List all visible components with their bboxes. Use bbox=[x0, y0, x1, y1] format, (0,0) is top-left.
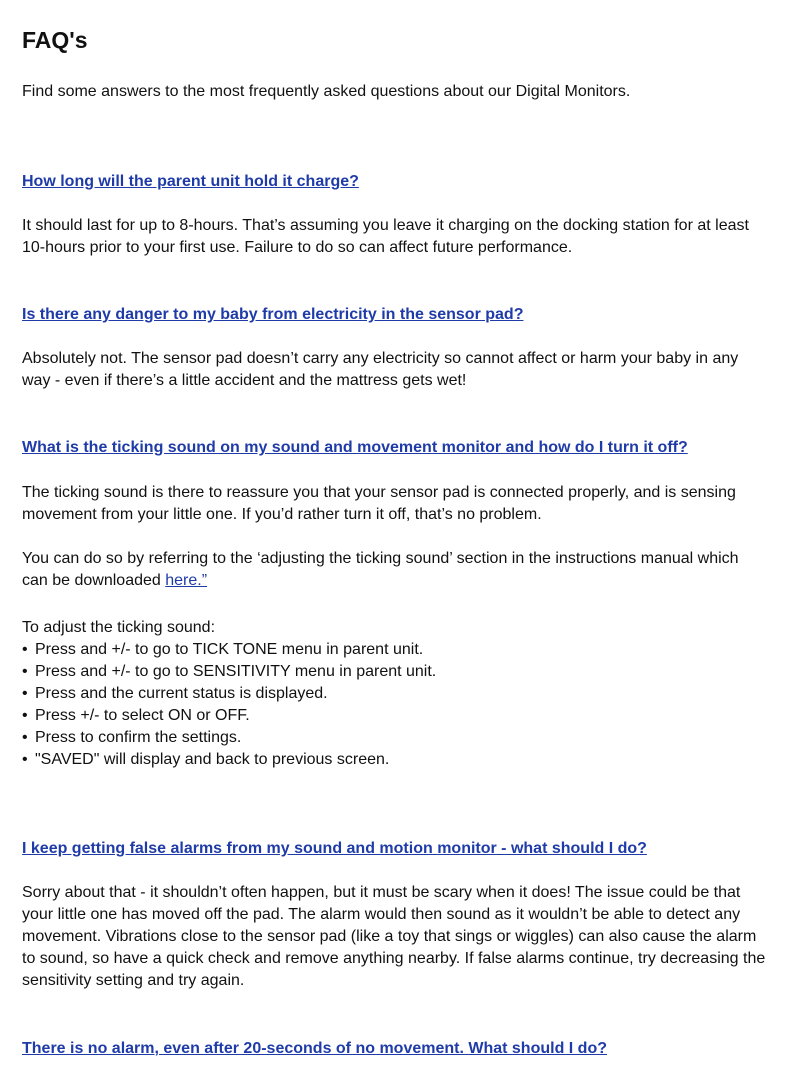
answer-line: Absolutely not. The sensor pad doesn’t carry any electricity so cannot affect or harm your baby in any bbox=[22, 350, 739, 367]
ticking-step-item bbox=[22, 683, 436, 705]
intro-text: Find some answers to the most frequently asked questions about our Digital Monitors. bbox=[22, 83, 631, 100]
bullet-icon: • bbox=[22, 641, 28, 658]
manual-download-link[interactable]: here.” bbox=[165, 572, 208, 589]
step-text: "SAVED" will display and back to previous screen. bbox=[35, 751, 390, 768]
step-text: Press +/- to select ON or OFF. bbox=[35, 707, 250, 724]
answer-line bbox=[22, 570, 739, 592]
faq-answer-ticking-sound-p2 bbox=[22, 548, 739, 592]
bullet-icon: • bbox=[22, 685, 28, 702]
answer-line: 10-hours prior to your first use. Failure to do so can affect future performance. bbox=[22, 239, 573, 256]
steps-heading: To adjust the ticking sound: bbox=[22, 619, 216, 636]
ticking-step-item bbox=[22, 727, 436, 749]
faq-question-parent-unit-charge[interactable]: How long will the parent unit hold it charge? bbox=[22, 173, 359, 190]
step-text: Press and the current status is displayed. bbox=[35, 685, 328, 702]
answer-line: to sound, so have a quick check and remove anything nearby. If false alarms continue, try decreasing the bbox=[22, 950, 766, 967]
faq-answer-false-alarms bbox=[22, 882, 765, 992]
answer-line: your little one has moved off the pad. The alarm would then sound as it wouldn’t be able to detect any bbox=[22, 906, 741, 923]
faq-question-ticking-sound[interactable]: What is the ticking sound on my sound and movement monitor and how do I turn it off? bbox=[22, 439, 688, 456]
answer-line: movement. Vibrations close to the sensor pad (like a toy that sings or wiggles) can also cause the alarm bbox=[22, 928, 757, 945]
faq-answer-ticking-sound-p1 bbox=[22, 482, 736, 526]
answer-line: It should last for up to 8-hours. That’s assuming you leave it charging on the docking station for at least bbox=[22, 217, 749, 234]
bullet-icon: • bbox=[22, 663, 28, 680]
ticking-step-item bbox=[22, 639, 436, 661]
ticking-step-item bbox=[22, 705, 436, 727]
answer-line: The ticking sound is there to reassure you that your sensor pad is connected properly, and is sensing bbox=[22, 484, 736, 501]
step-text: Press to confirm the settings. bbox=[35, 729, 242, 746]
answer-line: way - even if there’s a little accident and the mattress gets wet! bbox=[22, 372, 467, 389]
faq-answer-sensor-pad-electricity bbox=[22, 348, 738, 392]
answer-line: Sorry about that - it shouldn’t often happen, but it must be scary when it does! The issue could be that bbox=[22, 884, 741, 901]
answer-text: can be downloaded bbox=[22, 572, 166, 589]
answer-line: sensitivity setting and try again. bbox=[22, 972, 245, 989]
faq-question-no-alarm[interactable]: There is no alarm, even after 20-seconds of no movement. What should I do? bbox=[22, 1040, 607, 1057]
faq-question-false-alarms[interactable]: I keep getting false alarms from my sound and motion monitor - what should I do? bbox=[22, 840, 647, 857]
bullet-icon: • bbox=[22, 707, 28, 724]
bullet-icon: • bbox=[22, 751, 28, 768]
page-title: FAQ's bbox=[22, 27, 88, 53]
step-text: Press and +/- to go to TICK TONE menu in parent unit. bbox=[35, 641, 424, 658]
ticking-steps-list bbox=[22, 639, 436, 771]
ticking-step-item bbox=[22, 749, 436, 771]
step-text: Press and +/- to go to SENSITIVITY menu in parent unit. bbox=[35, 663, 437, 680]
faq-question-sensor-pad-electricity[interactable]: Is there any danger to my baby from electricity in the sensor pad? bbox=[22, 306, 524, 323]
answer-line: movement from your little one. If you’d rather turn it off, that’s no problem. bbox=[22, 506, 542, 523]
answer-line: You can do so by referring to the ‘adjusting the ticking sound’ section in the instructions manual which bbox=[22, 550, 739, 567]
ticking-step-item bbox=[22, 661, 436, 683]
faq-answer-parent-unit-charge bbox=[22, 215, 749, 259]
bullet-icon: • bbox=[22, 729, 28, 746]
